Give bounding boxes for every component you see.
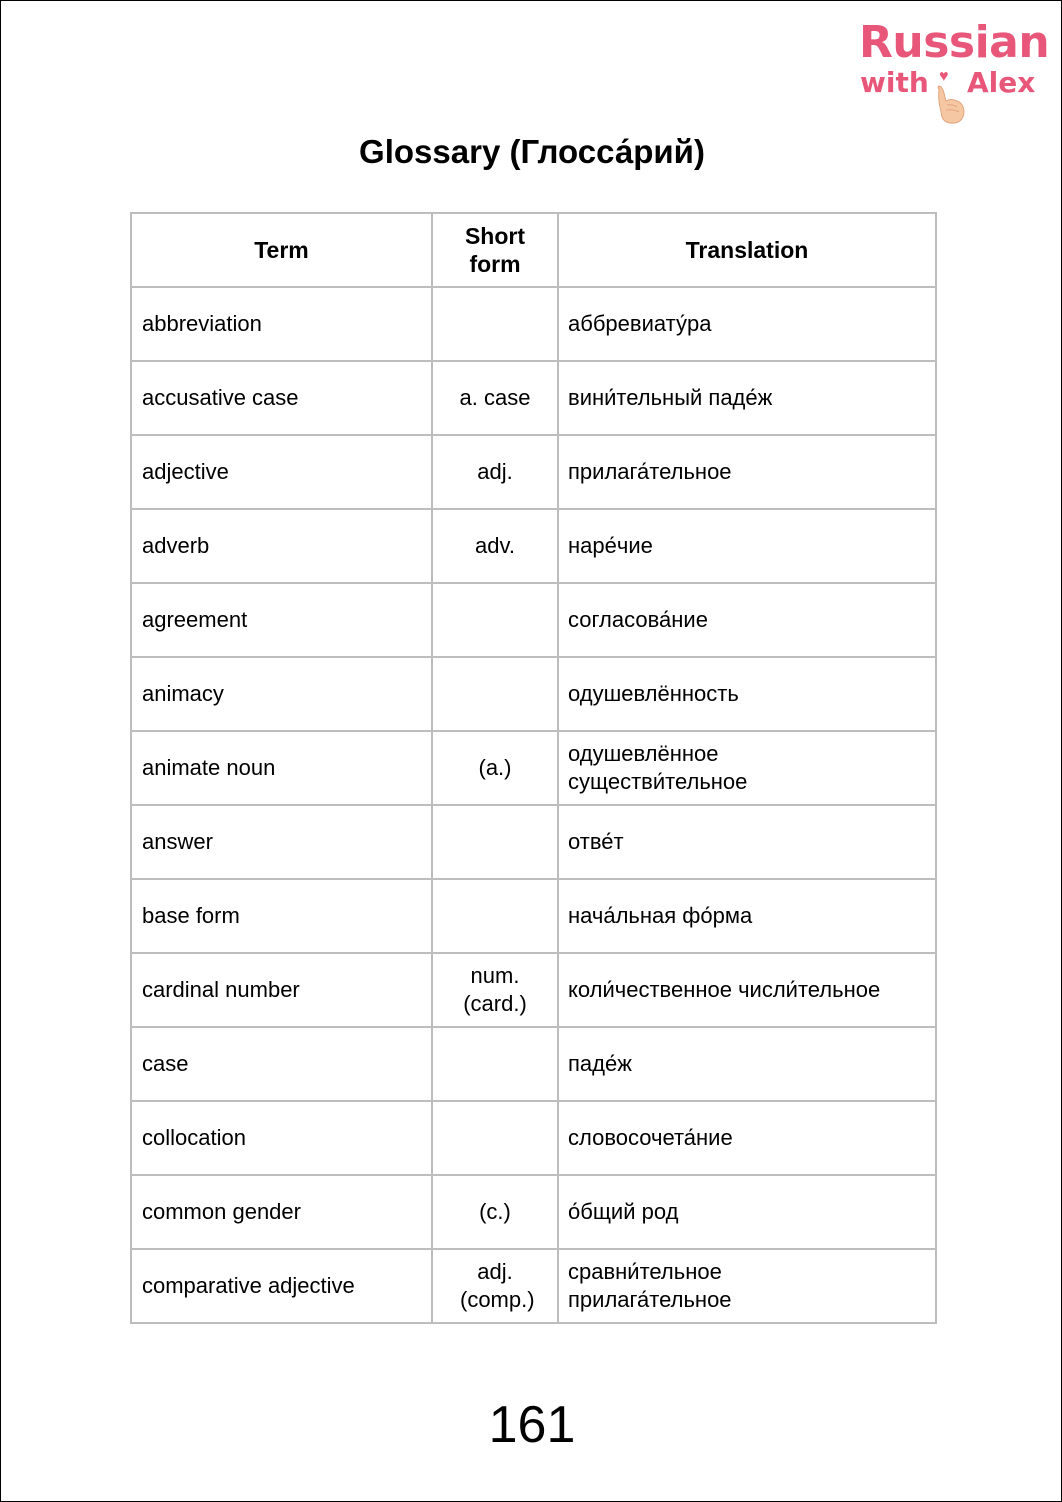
table-row: [131, 1249, 936, 1323]
table-row: [131, 509, 936, 583]
table-row: [131, 953, 936, 1027]
column-header-term: Term: [131, 213, 432, 287]
term-cell: agreement: [131, 583, 432, 657]
term-cell: common gender: [131, 1175, 432, 1249]
column-header-translation: Translation: [558, 213, 936, 287]
translation-cell: аббревиату́ра: [558, 287, 936, 361]
translation-cell: [558, 1249, 936, 1323]
short-form-cell: [432, 657, 558, 731]
logo-text-russian: Russian: [859, 17, 1050, 68]
short-form-text: adj. (comp.): [460, 1259, 535, 1312]
short-form-cell: adj.: [432, 435, 558, 509]
short-form-cell: [432, 1101, 558, 1175]
page-number: 161: [488, 1396, 576, 1454]
short-form-cell: [432, 805, 558, 879]
table-row: [131, 435, 936, 509]
finger-heart-hand-icon: [933, 85, 967, 125]
page-title: Glossary (Глосса́рий): [359, 133, 705, 170]
table-row: [131, 805, 936, 879]
table-row: [131, 1175, 936, 1249]
term-cell: collocation: [131, 1101, 432, 1175]
term-cell: abbreviation: [131, 287, 432, 361]
translation-cell: паде́ж: [558, 1027, 936, 1101]
short-form-cell: (a.): [432, 731, 558, 805]
table-row: [131, 657, 936, 731]
term-cell: accusative case: [131, 361, 432, 435]
translation-cell: коли́чественное числи́тельное: [558, 953, 936, 1027]
table-row: [131, 361, 936, 435]
translation-text: сравни́тельное прилага́тельное: [568, 1259, 732, 1312]
short-form-cell: [432, 287, 558, 361]
short-form-cell: (c.): [432, 1175, 558, 1249]
column-header-short-form-text: Short form: [464, 223, 526, 277]
table-row: [131, 287, 936, 361]
table-row: [131, 731, 936, 805]
short-form-text: num. (card.): [463, 963, 527, 1016]
table-header-row: [131, 213, 936, 287]
translation-text: одушевлённое существи́тельное: [568, 741, 748, 794]
translation-cell: нача́льная фо́рма: [558, 879, 936, 953]
translation-cell: согласова́ние: [558, 583, 936, 657]
translation-cell: [558, 731, 936, 805]
translation-cell: вини́тельный паде́ж: [558, 361, 936, 435]
translation-cell: прилага́тельное: [558, 435, 936, 509]
term-cell: cardinal number: [131, 953, 432, 1027]
table-row: [131, 583, 936, 657]
table-row: [131, 1101, 936, 1175]
russian-with-alex-logo: [857, 17, 1050, 129]
translation-cell: одушевлённость: [558, 657, 936, 731]
table-row: [131, 879, 936, 953]
translation-cell: словосочета́ние: [558, 1101, 936, 1175]
short-form-cell: a. case: [432, 361, 558, 435]
translation-cell: наре́чие: [558, 509, 936, 583]
short-form-cell: adv.: [432, 509, 558, 583]
translation-cell: о́бщий род: [558, 1175, 936, 1249]
column-header-short-form: [432, 213, 558, 287]
term-cell: comparative adjective: [131, 1249, 432, 1323]
logo-text-alex: Alex: [967, 66, 1036, 99]
short-form-cell: [432, 1027, 558, 1101]
translation-cell: отве́т: [558, 805, 936, 879]
heart-icon: ♥: [939, 68, 949, 85]
table-row: [131, 1027, 936, 1101]
logo-text-with: with: [860, 66, 929, 99]
term-cell: adjective: [131, 435, 432, 509]
short-form-cell: [432, 953, 558, 1027]
short-form-cell: [432, 1249, 558, 1323]
term-cell: adverb: [131, 509, 432, 583]
glossary-table: [130, 212, 937, 1324]
short-form-cell: [432, 583, 558, 657]
term-cell: base form: [131, 879, 432, 953]
term-cell: animacy: [131, 657, 432, 731]
short-form-cell: [432, 879, 558, 953]
term-cell: answer: [131, 805, 432, 879]
term-cell: animate noun: [131, 731, 432, 805]
term-cell: case: [131, 1027, 432, 1101]
